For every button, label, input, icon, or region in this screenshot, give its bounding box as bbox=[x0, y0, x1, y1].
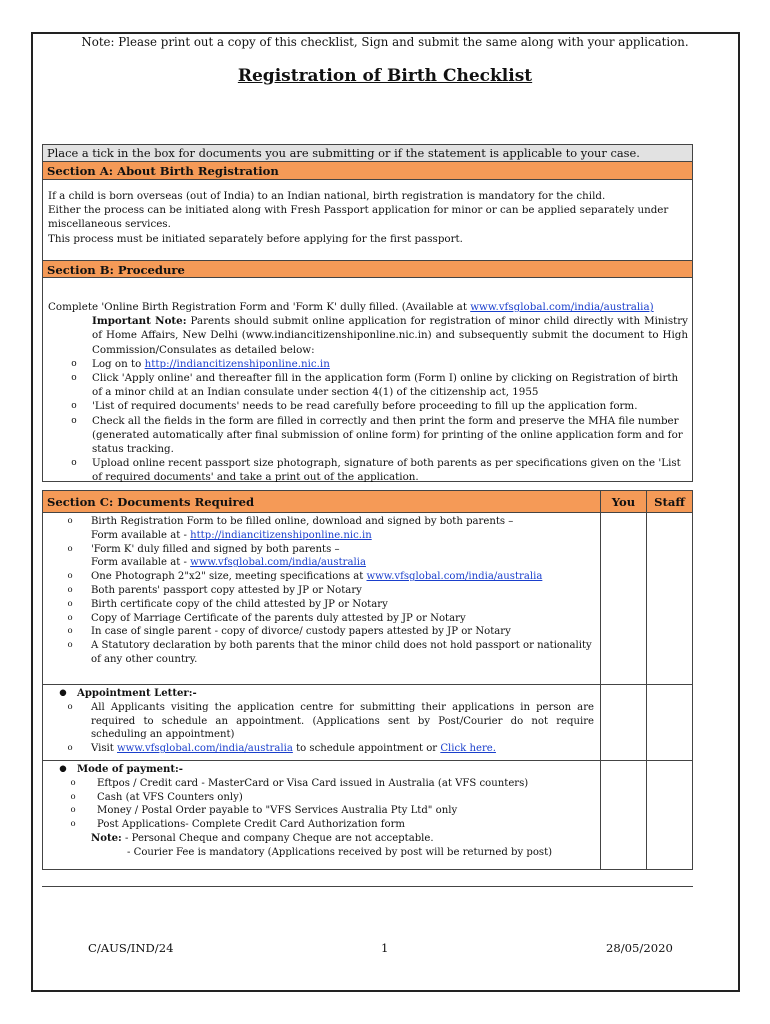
section-a-line: Either the process can be initiated along with Fresh Passport application for minor or can be applied separately under miscellaneous services. bbox=[48, 204, 669, 231]
list-item: o Birth Registration Form to be filled online, download and signed by both parents – bbox=[67, 516, 514, 527]
tick-box-staff[interactable] bbox=[646, 761, 692, 869]
documents-table bbox=[42, 490, 693, 870]
footer-page-number: 1 bbox=[381, 941, 389, 955]
footer-date: 28/05/2020 bbox=[606, 941, 673, 955]
list-item: o Eftpos / Credit card - MasterCard or Visa Card issued in Australia (at VFS counters) bbox=[70, 777, 529, 789]
table-row-payment bbox=[43, 761, 692, 869]
payment-block: ● Mode of payment:- o Eftpos / Credit card - MasterCard or Visa Card issued in Australia (at VFS counters) o Cash (at VFS Counters only) o Money / Postal Order payable to "VFS Services Australia Pty Ltd" only o Post Applications- Complete Credit Card Authorization form Note: - Personal Cheque and company Cheque are not acceptable. - Courier Fee is mandatory (Applications received by post will be returned by post) bbox=[43, 761, 600, 869]
citizenship-link[interactable]: http://indiancitizenshiponline.nic.in bbox=[190, 529, 372, 541]
list-item: o Money / Postal Order payable to "VFS Services Australia Pty Ltd" only bbox=[70, 805, 458, 817]
section-a-heading: Section A: About Birth Registration bbox=[43, 162, 692, 180]
payment-note: - Courier Fee is mandatory (Applications received by post will be returned by post) bbox=[127, 846, 553, 858]
procedure-step: o Check all the fields in the form are filled in correctly and then print the form and preserve the MHA file number (generated automatically after final submission of online form) for printing of the online application form and for status tracking. bbox=[71, 414, 683, 456]
list-item: o One Photograph 2"x2" size, meeting specifications at www.vfsglobal.com/india/australia bbox=[67, 571, 543, 583]
appointment-label: Appointment Letter:- bbox=[77, 688, 197, 699]
list-item: o All Applicants visiting the application centre for submitting their applications in person are required to schedule an appointment. (Applications sent by Post/Courier do not require scheduling an appointment) bbox=[67, 701, 594, 741]
appointment-block: ● Appointment Letter:- o All Applicants visiting the application centre for submitting their applications in person are required to schedule an appointment. (Applications sent by Post/Courier do not require scheduling an appointment) o Visit www.vfsglobal.com/india/australia to schedule appointment or Click here. bbox=[43, 685, 600, 760]
click-here-link[interactable]: Click here. bbox=[440, 743, 496, 755]
list-item: Form available at - www.vfsglobal.com/india/australia bbox=[91, 557, 366, 569]
column-staff: Staff bbox=[646, 491, 692, 512]
important-note: Important Note: Parents should submit online application for registration of minor child directly with Ministry of Home Affairs, New Delhi (www.indiancitizenshiponline.nic.in) and subsequently submit the document to High Commission/Consulates as detailed below: bbox=[92, 315, 688, 356]
documents-table-header bbox=[43, 491, 692, 513]
tick-box-staff[interactable] bbox=[646, 513, 692, 684]
documents-list bbox=[43, 513, 600, 684]
section-b-heading: Section B: Procedure bbox=[43, 260, 692, 278]
sections-ab-box bbox=[42, 144, 693, 482]
section-c-heading: Section C: Documents Required bbox=[47, 495, 255, 509]
list-item: o Post Applications- Complete Credit Card Authorization form bbox=[70, 819, 405, 831]
tick-box-you[interactable] bbox=[600, 761, 646, 869]
list-item: Form available at - http://indiancitizenshiponline.nic.in bbox=[91, 529, 372, 541]
procedure-step: o 'List of required documents' needs to be read carefully before proceeding to fill up the application form. bbox=[71, 400, 638, 413]
page-title: Registration of Birth Checklist bbox=[237, 66, 533, 86]
footer-doc-code: C/AUS/IND/24 bbox=[88, 941, 174, 955]
section-a-line: This process must be initiated separately before applying for the first passport. bbox=[48, 232, 463, 245]
procedure-step: o Log on to http://indiancitizenshiponline.nic.in bbox=[71, 357, 330, 370]
list-item: o Both parents' passport copy attested by JP or Notary bbox=[67, 584, 362, 596]
tick-box-staff[interactable] bbox=[646, 685, 692, 760]
section-a-line: If a child is born overseas (out of India) to an Indian national, birth registration is mandatory for the child. bbox=[48, 190, 606, 202]
vfs-link[interactable]: www.vfsglobal.com/india/australia bbox=[190, 557, 366, 569]
procedure-step: o Upload online recent passport size photograph, signature of both parents as per specifications given on the 'List of required documents' and take a print out of the application. bbox=[71, 457, 681, 484]
tick-instruction: Place a tick in the box for documents you are submitting or if the statement is applicable to your case. bbox=[43, 145, 692, 162]
procedure-step: o Click 'Apply online' and thereafter fill in the application form (Form I) online by clicking on Registration of birth of a minor child at an Indian consulate under section 4(1) of the citizenship act, 1955 bbox=[71, 372, 679, 399]
vfs-link[interactable]: www.vfsglobal.com/india/australia bbox=[366, 571, 543, 583]
list-item: o In case of single parent - copy of divorce/ custody papers attested by JP or Notary bbox=[67, 626, 511, 638]
table-row-documents bbox=[43, 513, 692, 685]
payment-note: Note: - Personal Cheque and company Cheque are not acceptable. bbox=[91, 832, 434, 844]
column-you: You bbox=[600, 491, 646, 512]
vfs-link[interactable]: www.vfsglobal.com/india/australia) bbox=[470, 301, 654, 313]
tick-box-you[interactable] bbox=[600, 685, 646, 760]
section-a-body bbox=[43, 180, 692, 260]
list-item: o Birth certificate copy of the child attested by JP or Notary bbox=[67, 598, 388, 610]
table-row-appointment bbox=[43, 685, 692, 761]
list-item: o Cash (at VFS Counters only) bbox=[70, 791, 243, 803]
list-item: o Visit www.vfsglobal.com/india/australia to schedule appointment or Click here. bbox=[67, 743, 496, 755]
payment-label: Mode of payment:- bbox=[77, 764, 183, 775]
list-item: o 'Form K' duly filled and signed by both parents – bbox=[67, 543, 340, 555]
footer-divider bbox=[42, 886, 693, 887]
vfs-link[interactable]: www.vfsglobal.com/india/australia bbox=[117, 743, 293, 755]
citizenship-link[interactable]: http://indiancitizenshiponline.nic.in bbox=[144, 357, 330, 370]
procedure-intro: Complete 'Online Birth Registration Form and 'Form K' dully filled. (Available at www.vfsglobal.com/india/australia) bbox=[48, 301, 654, 313]
list-item: o A Statutory declaration by both parents that the minor child does not hold passport or nationality of any other country. bbox=[67, 640, 592, 665]
tick-box-you[interactable] bbox=[600, 513, 646, 684]
print-note: Note: Please print out a copy of this checklist, Sign and submit the same along with your application. bbox=[81, 35, 689, 49]
list-item: o Copy of Marriage Certificate of the parents duly attested by JP or Notary bbox=[67, 612, 466, 624]
section-b-body bbox=[43, 278, 692, 491]
